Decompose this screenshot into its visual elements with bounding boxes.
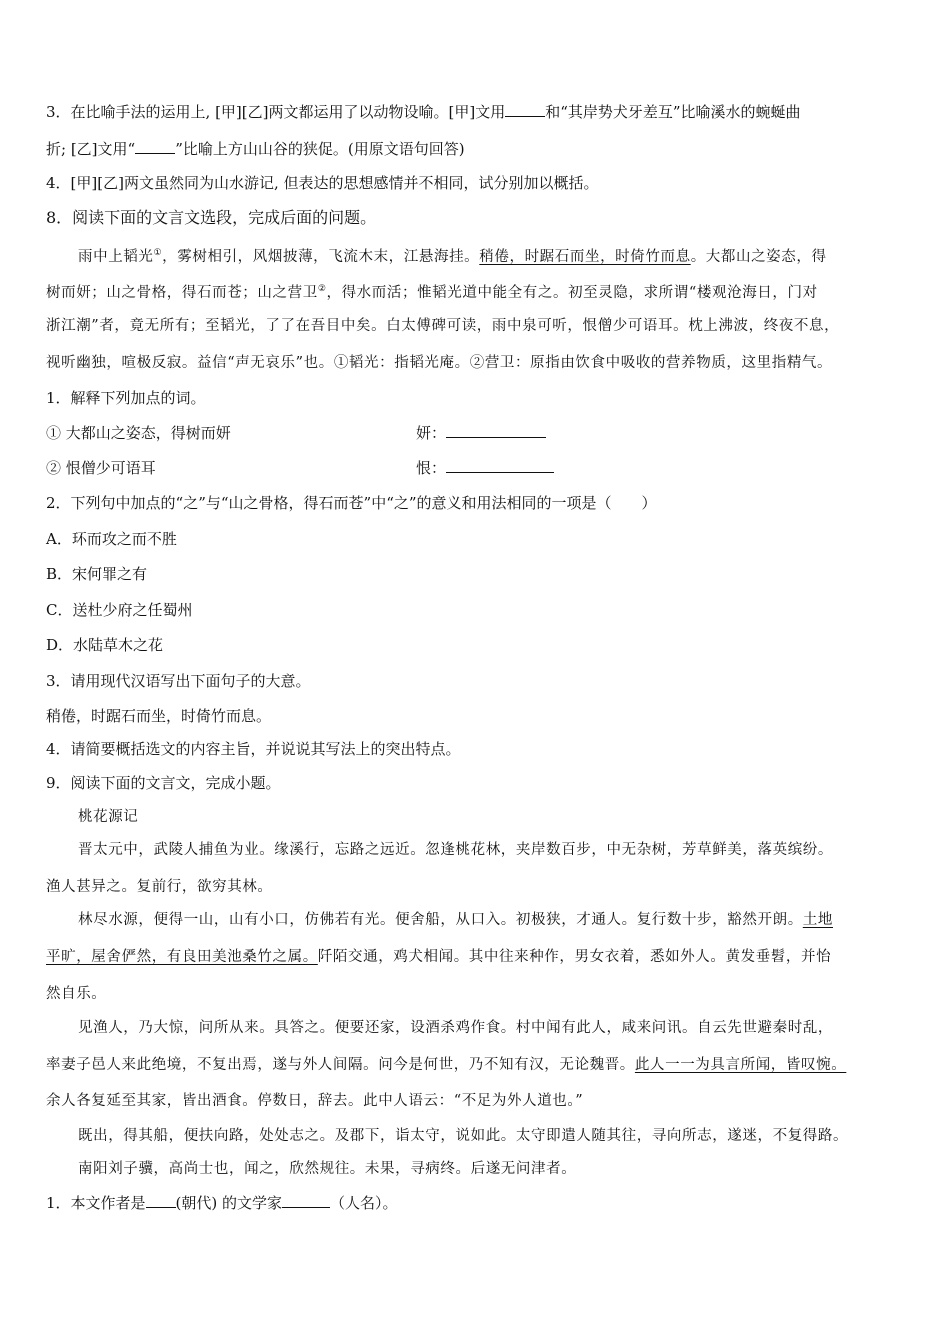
q8-sub1: 1．解释下列加点的词。 (46, 389, 206, 407)
text: 阡陌交通，鸡犬相闻。其中往来种作，男女衣着，悉如外人。黄发垂髫，并怡 (317, 949, 832, 965)
text: 1．本文作者是 (46, 1194, 146, 1212)
text: (朝代) 的文学家 (175, 1194, 283, 1212)
q7-sub3-line2 (46, 139, 910, 159)
q8-sub1-item1 (46, 423, 910, 443)
q7-sub3-line1 (46, 102, 910, 122)
text: 妍： (416, 424, 447, 442)
q9-para4: 既出，得其船，便扶向路，处处志之。及郡下，诣太守，说如此。太守即遣人随其往，寻向所志，遂迷，不复得路。 (78, 1128, 849, 1144)
underlined-sentence: 平旷，屋舍俨然，有良田美池桑竹之属。 (46, 949, 318, 965)
answer-blank[interactable] (505, 102, 545, 117)
text: 率妻子邑人来此绝境，不复出焉，遂与外人间隔。问今是何世，乃不知有汉，无论魏晋。 (46, 1057, 635, 1073)
q9-para2-line2 (46, 947, 910, 967)
text: 折; [乙]文用“ (46, 140, 136, 158)
text: 3．在比喻手法的运用上, [甲][乙]两文都运用了以动物设喻。[甲]文用 (46, 103, 506, 121)
answer-blank[interactable] (446, 458, 554, 473)
footnote-mark: ② (317, 284, 327, 294)
underlined-sentence: 此人一一为具言所闻，皆叹惋。 (634, 1057, 847, 1073)
text: ，得水而活；惟韬光道中能全有之。初至灵隐，求所谓“楼观沧海日，门对 (326, 284, 818, 301)
q9-heading: 9．阅读下面的文言文，完成小题。 (46, 774, 281, 792)
q8-sub4: 4．请简要概括选文的内容主旨，并说说其写法上的突出特点。 (46, 740, 461, 758)
text: ② 恨僧少可语耳 (46, 459, 156, 477)
q8-option-d[interactable]: D．水陆草木之花 (46, 636, 164, 654)
q9-sub1 (46, 1193, 910, 1213)
answer-blank[interactable] (282, 1193, 330, 1208)
q8-option-c[interactable]: C．送杜少府之任蜀州 (46, 601, 193, 619)
underlined-sentence: 土地 (802, 912, 833, 928)
text: 树而妍；山之骨格，得石而苍；山之营卫 (46, 284, 318, 301)
text: ① 大都山之姿态，得树而妍 (46, 424, 231, 442)
q9-para1-line2: 渔人甚异之。复前行，欲穷其林。 (46, 879, 273, 895)
text: ，雾树相引，风烟披薄，飞流木末，江悬海挂。 (162, 248, 480, 265)
q8-sub3-sentence: 稍倦，时踞石而坐，时倚竹而息。 (46, 707, 272, 725)
answer-blank[interactable] (135, 139, 175, 154)
text: ”比喻上方山山谷的狭促。(用原文语句回答) (175, 140, 465, 158)
q9-title: 桃花源记 (78, 809, 139, 825)
q9-para3-line3: 余人各复延至其家，皆出酒食。停数日，辞去。此中人语云：“不足为外人道也。” (46, 1093, 584, 1109)
text: 林尽水源，便得一山，山有小口，仿佛若有光。便舍船，从口入。初极狭，才通人。复行数十步，豁然开朗。 (78, 912, 803, 928)
footnote-mark: ① (153, 248, 163, 258)
text: （人名）。 (330, 1194, 398, 1212)
q9-para5: 南阳刘子骥，高尚士也，闻之，欣然规往。未果，寻病终。后遂无问津者。 (78, 1161, 577, 1177)
q8-option-a[interactable]: A．环而攻之而不胜 (46, 530, 177, 548)
q8-passage-line3: 浙江潮”者，竟无所有；至韬光，了了在吾目中矣。白太傅碑可读，雨中泉可听，恨僧少可语耳。枕上沸波，终夜不息， (46, 318, 840, 334)
answer-field (416, 423, 546, 443)
q8-sub3: 3．请用现代汉语写出下面句子的大意。 (46, 672, 311, 690)
answer-field (416, 458, 554, 478)
q9-para3-line2 (46, 1055, 910, 1075)
text: 雨中上韬光 (78, 248, 154, 265)
q8-passage-line2 (46, 279, 910, 303)
q9-para2-line1 (78, 910, 910, 930)
q8-passage-line1 (78, 243, 910, 267)
text: 恨： (416, 459, 447, 477)
answer-blank[interactable] (146, 1193, 176, 1208)
q9-para1-line1: 晋太元中，武陵人捕鱼为业。缘溪行，忘路之远近。忽逢桃花林，夹岸数百步，中无杂树，芳草鲜美，落英缤纷。 (78, 842, 833, 858)
text: 。大都山之姿态，得 (690, 248, 827, 265)
q7-sub4: 4．[甲][乙]两文虽然同为山水游记, 但表达的思想感情并不相同，试分别加以概括。 (46, 174, 599, 192)
q8-passage-line4: 视听幽独，喧极反寂。益信“声无哀乐”也。①韬光：指韬光庵。②营卫：原指由饮食中吸收的营养物质，这里指精气。 (46, 355, 833, 371)
q9-para3-line1: 见渔人，乃大惊，问所从来。具答之。便要还家，设酒杀鸡作食。村中闻有此人，咸来问讯。自云先世避秦时乱， (78, 1020, 833, 1036)
underlined-sentence: 稍倦，时踞石而坐，时倚竹而息 (479, 248, 691, 265)
q8-sub2: 2．下列句中加点的“之”与“山之骨格，得石而苍”中“之”的意义和用法相同的一项是（ ） (46, 494, 657, 512)
q9-para2-line3: 然自乐。 (46, 986, 107, 1002)
answer-blank[interactable] (446, 423, 546, 438)
text: 和“其岸势犬牙差互”比喻溪水的蜿蜒曲 (545, 103, 801, 121)
q8-sub1-item2 (46, 458, 910, 478)
q8-heading: 8．阅读下面的文言文选段，完成后面的问题。 (46, 208, 377, 227)
q8-option-b[interactable]: B．宋何罪之有 (46, 565, 148, 583)
